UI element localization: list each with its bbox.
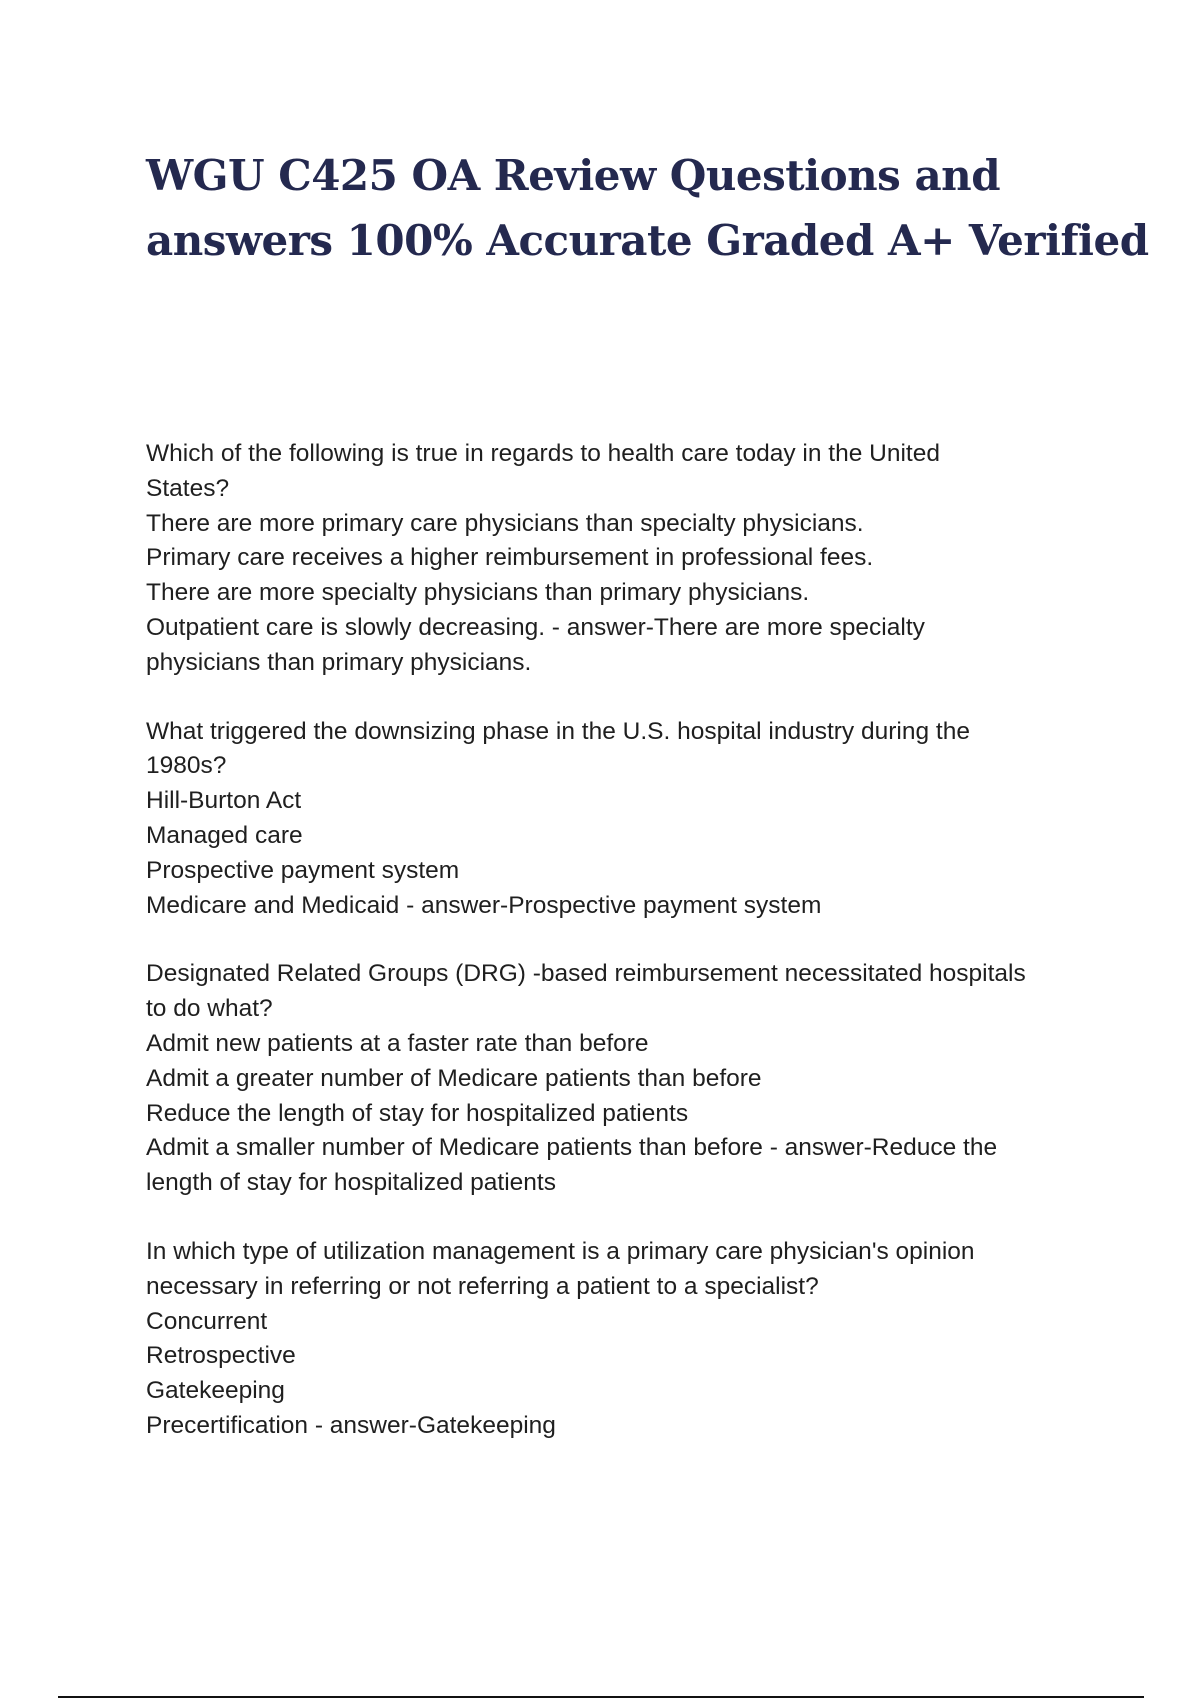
question-4-text-cont: necessary in referring or not referring a patient to a specialist? xyxy=(146,1272,819,1300)
question-2-text-cont: 1980s? xyxy=(146,752,227,780)
question-block-1 xyxy=(146,437,1106,681)
question-3-option-b: Admit a greater number of Medicare patients than before xyxy=(146,1064,762,1092)
question-2-text: What triggered the downsizing phase in the U.S. hospital industry during the xyxy=(146,717,970,745)
question-block-3 xyxy=(146,957,1106,1201)
question-2-option-c: Prospective payment system xyxy=(146,856,460,884)
document-title xyxy=(146,143,1149,273)
question-4-option-c: Gatekeeping xyxy=(146,1377,285,1405)
question-2-option-a: Hill-Burton Act xyxy=(146,787,302,815)
question-4-option-a: Concurrent xyxy=(146,1307,268,1335)
question-block-2 xyxy=(146,715,1106,924)
question-3-text: Designated Related Groups (DRG) -based reimbursement necessitated hospitals xyxy=(146,960,1026,988)
question-3-text-cont: to do what? xyxy=(146,995,273,1023)
question-1-option-c: There are more specialty physicians than primary physicians. xyxy=(146,579,810,607)
question-list xyxy=(146,437,1106,1478)
question-1-text-cont: States? xyxy=(146,474,230,502)
question-4-option-d-answer: Precertification - answer-Gatekeeping xyxy=(146,1411,556,1439)
question-3-option-a: Admit new patients at a faster rate than before xyxy=(146,1029,649,1057)
question-3-option-c: Reduce the length of stay for hospitalized patients xyxy=(146,1099,689,1127)
question-2-option-d-answer: Medicare and Medicaid - answer-Prospective payment system xyxy=(146,891,822,919)
question-1-option-b: Primary care receives a higher reimbursement in professional fees. xyxy=(146,544,874,572)
page-bottom-rule xyxy=(58,1696,1144,1698)
question-2-option-b: Managed care xyxy=(146,821,303,849)
question-1-option-a: There are more primary care physicians than specialty physicians. xyxy=(146,509,864,537)
title-line-2: answers 100% Accurate Graded A+ Verified xyxy=(146,216,1149,265)
question-block-4 xyxy=(146,1235,1106,1444)
question-4-option-b: Retrospective xyxy=(146,1342,296,1370)
question-3-answer-cont: length of stay for hospitalized patients xyxy=(146,1169,556,1197)
question-1-answer-cont: physicians than primary physicians. xyxy=(146,648,532,676)
title-line-1: WGU C425 OA Review Questions and xyxy=(146,151,1001,200)
question-3-option-d-answer: Admit a smaller number of Medicare patients than before - answer-Reduce the xyxy=(146,1134,998,1162)
question-1-option-d-answer: Outpatient care is slowly decreasing. - answer-There are more specialty xyxy=(146,613,925,641)
question-1-text: Which of the following is true in regards to health care today in the United xyxy=(146,440,940,467)
question-4-text: In which type of utilization management is a primary care physician's opinion xyxy=(146,1237,975,1265)
